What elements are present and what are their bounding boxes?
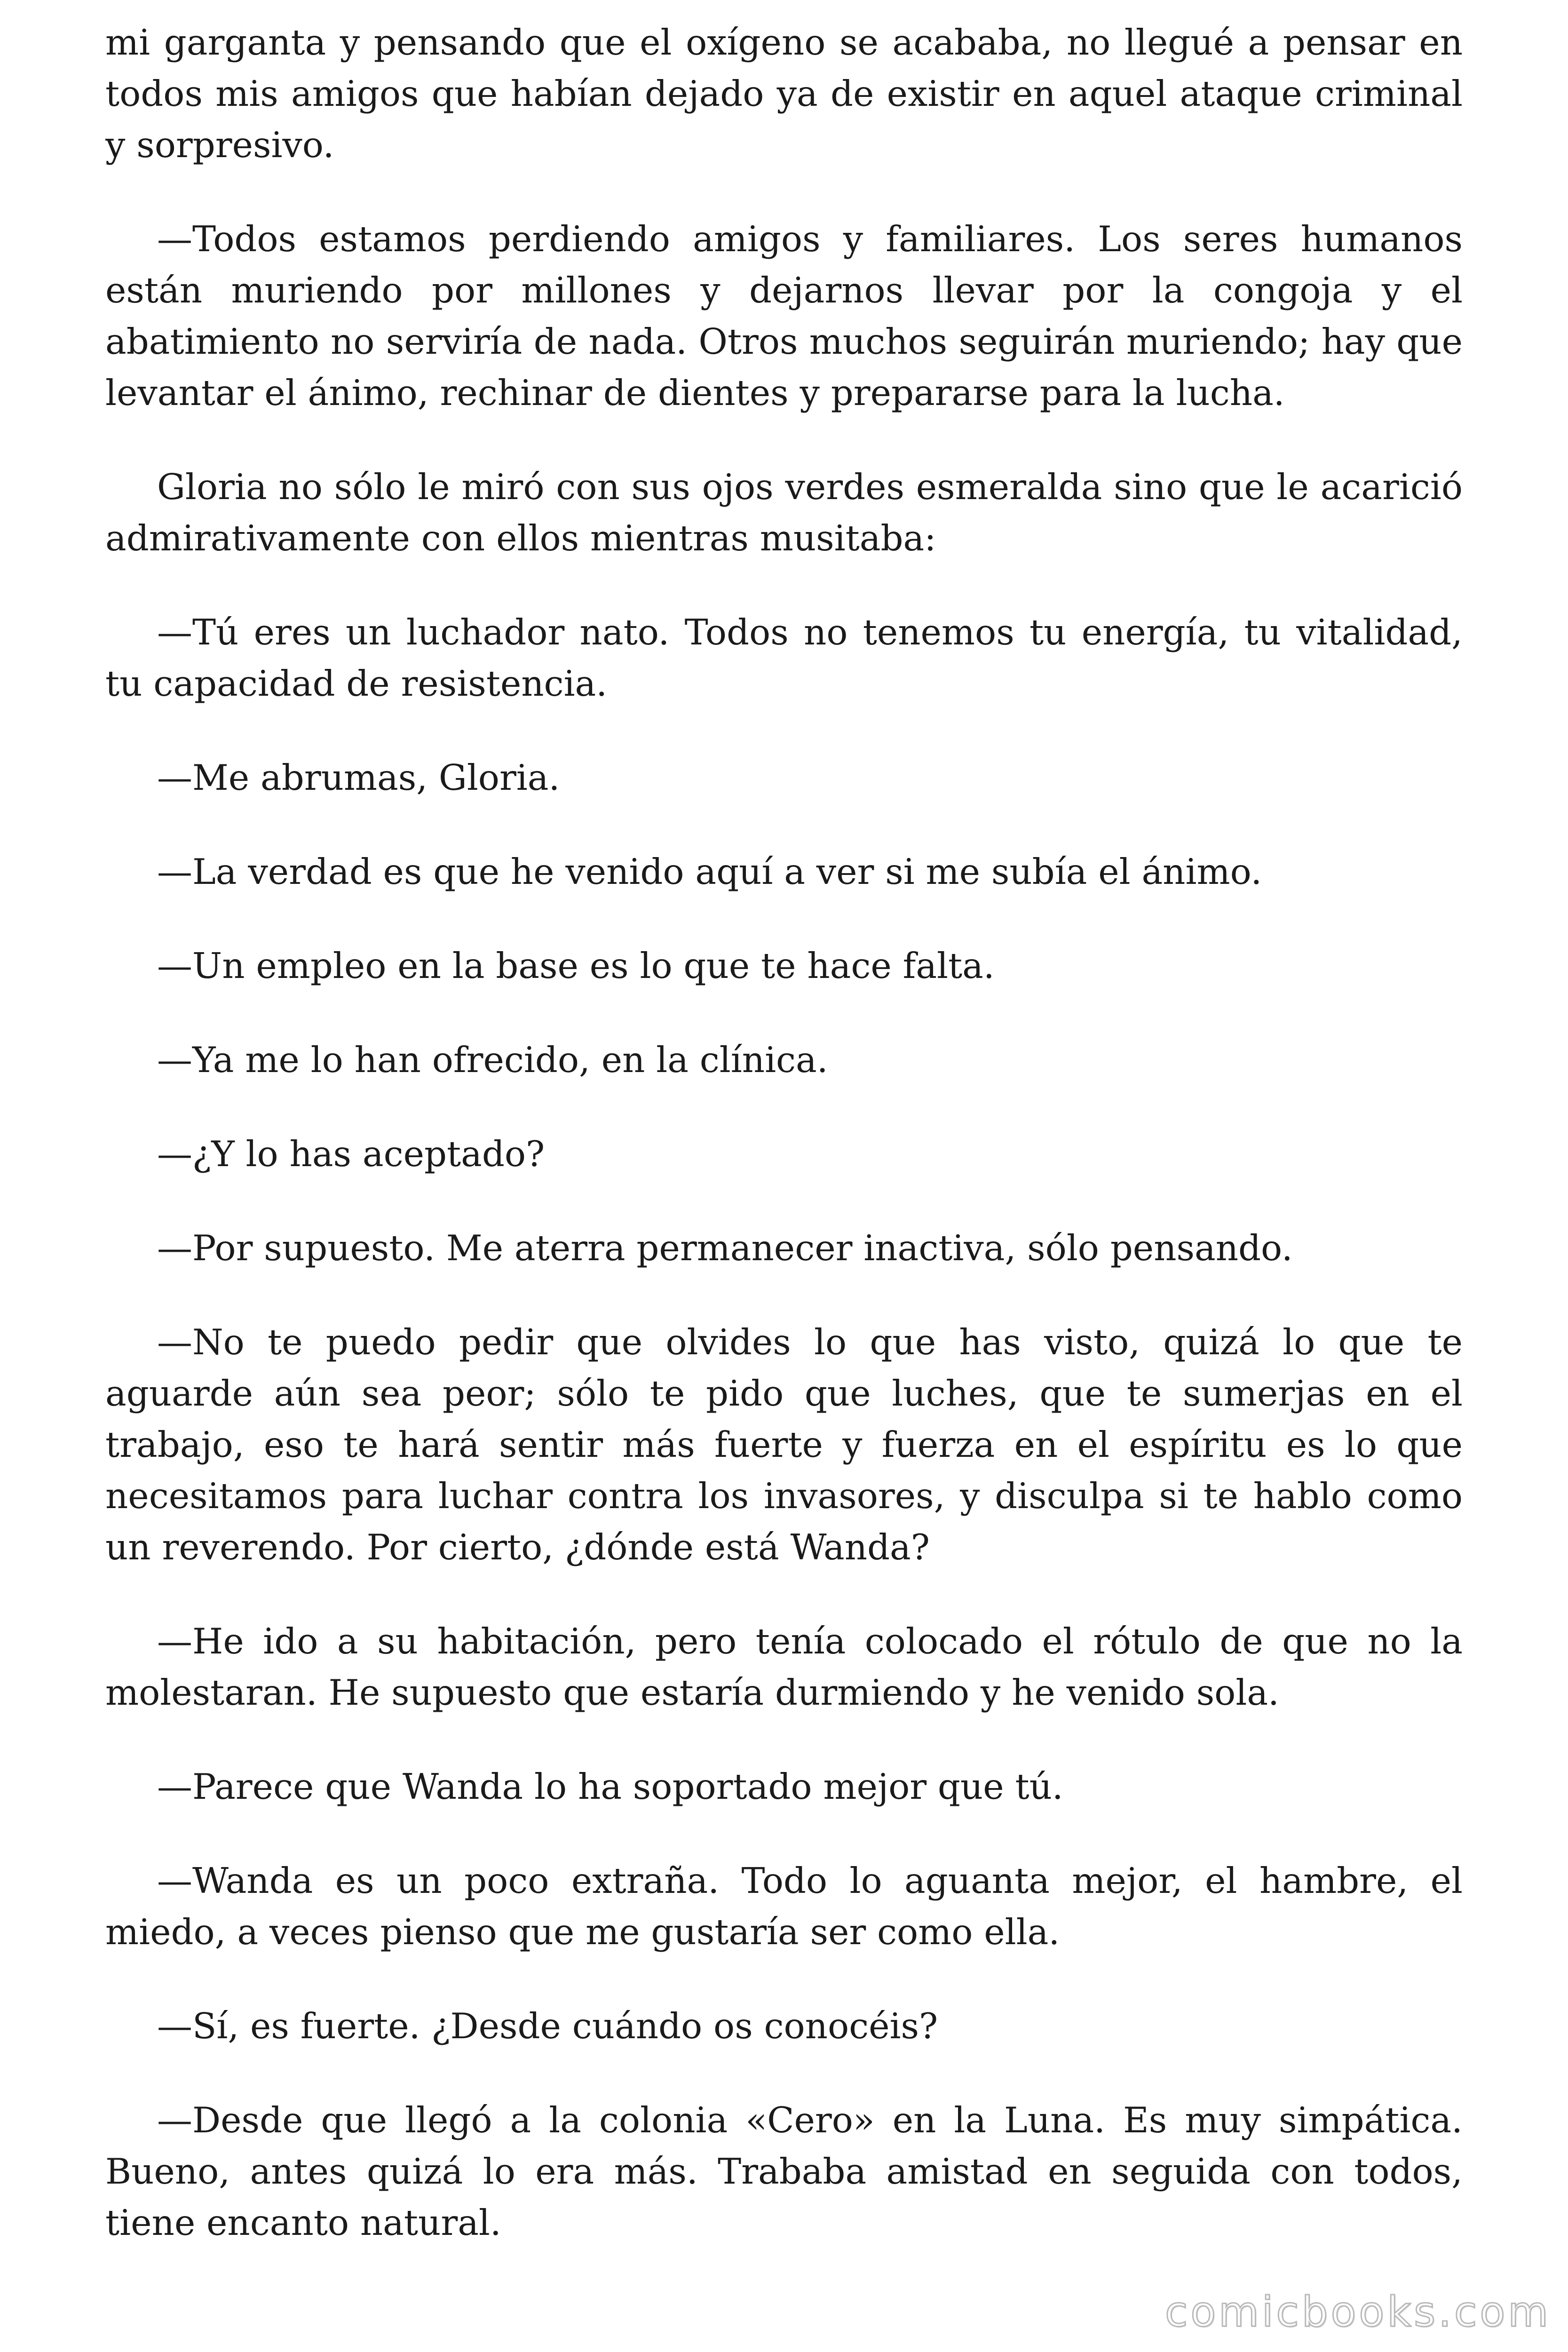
- paragraph: —La verdad es que he venido aquí a ver si me subía el ánimo.: [157, 851, 1262, 892]
- paragraph: —He ido a su habitación, pero tenía colocado el rótulo de que no la molestaran. He supuesto que estaría durmiendo y he venido sola.: [105, 1621, 1463, 1713]
- paragraph: —No te puedo pedir que olvides lo que has visto, quizá lo que te aguarde aún sea peor; sólo te pido que luches, que te sumerjas en el trabajo, eso te hará sentir más fuerte y fuerza en el espíritu es lo que necesitamos para luchar contra los invasores, y disculpa si te hablo como un reverendo. Por cierto, ¿dónde está Wanda?: [105, 1321, 1463, 1568]
- paragraph: —Todos estamos perdiendo amigos y familiares. Los seres humanos están muriendo por millones y dejarnos llevar por la congoja y el abatimiento no serviría de nada. Otros muchos seguirán muriendo; hay que levantar el ánimo, rechinar de dientes y prepararse para la lucha.: [105, 218, 1463, 413]
- book-page: [105, 17, 1463, 2322]
- paragraph: —Por supuesto. Me aterra permanecer inactiva, sólo pensando.: [157, 1227, 1293, 1269]
- paragraph: Gloria no sólo le miró con sus ojos verdes esmeralda sino que le acarició admirativamente con ellos mientras musitaba:: [105, 466, 1463, 559]
- paragraph: —Wanda es un poco extraña. Todo lo aguanta mejor, el hambre, el miedo, a veces pienso que me gustaría ser como ella.: [105, 1860, 1463, 1953]
- paragraph: —Desde que llegó a la colonia «Cero» en la Luna. Es muy simpática. Bueno, antes quizá lo era más. Trababa amistad en seguida con todos, tiene encanto natural.: [105, 2099, 1463, 2243]
- paragraph: —Ya me lo han ofrecido, en la clínica.: [157, 1039, 828, 1081]
- paragraph: —Sí, es fuerte. ¿Desde cuándo os conocéis?: [157, 2005, 938, 2047]
- paragraph: —Parece que Wanda lo ha soportado mejor que tú.: [157, 1766, 1063, 1807]
- paragraph: —¿Y lo has aceptado?: [157, 1133, 545, 1175]
- paragraph: —Un empleo en la base es lo que te hace falta.: [157, 945, 995, 986]
- paragraph: —Tú eres un luchador nato. Todos no tenemos tu energía, tu vitalidad, tu capacidad de resistencia.: [105, 612, 1463, 704]
- paragraph-continuation: mi garganta y pensando que el oxígeno se acababa, no llegué a pensar en todos mis amigos que habían dejado ya de existir en aquel ataque criminal y sorpresivo.: [105, 22, 1463, 166]
- paragraph: —Me abrumas, Gloria.: [157, 757, 560, 798]
- watermark: comicbooks.com: [1164, 2288, 1551, 2336]
